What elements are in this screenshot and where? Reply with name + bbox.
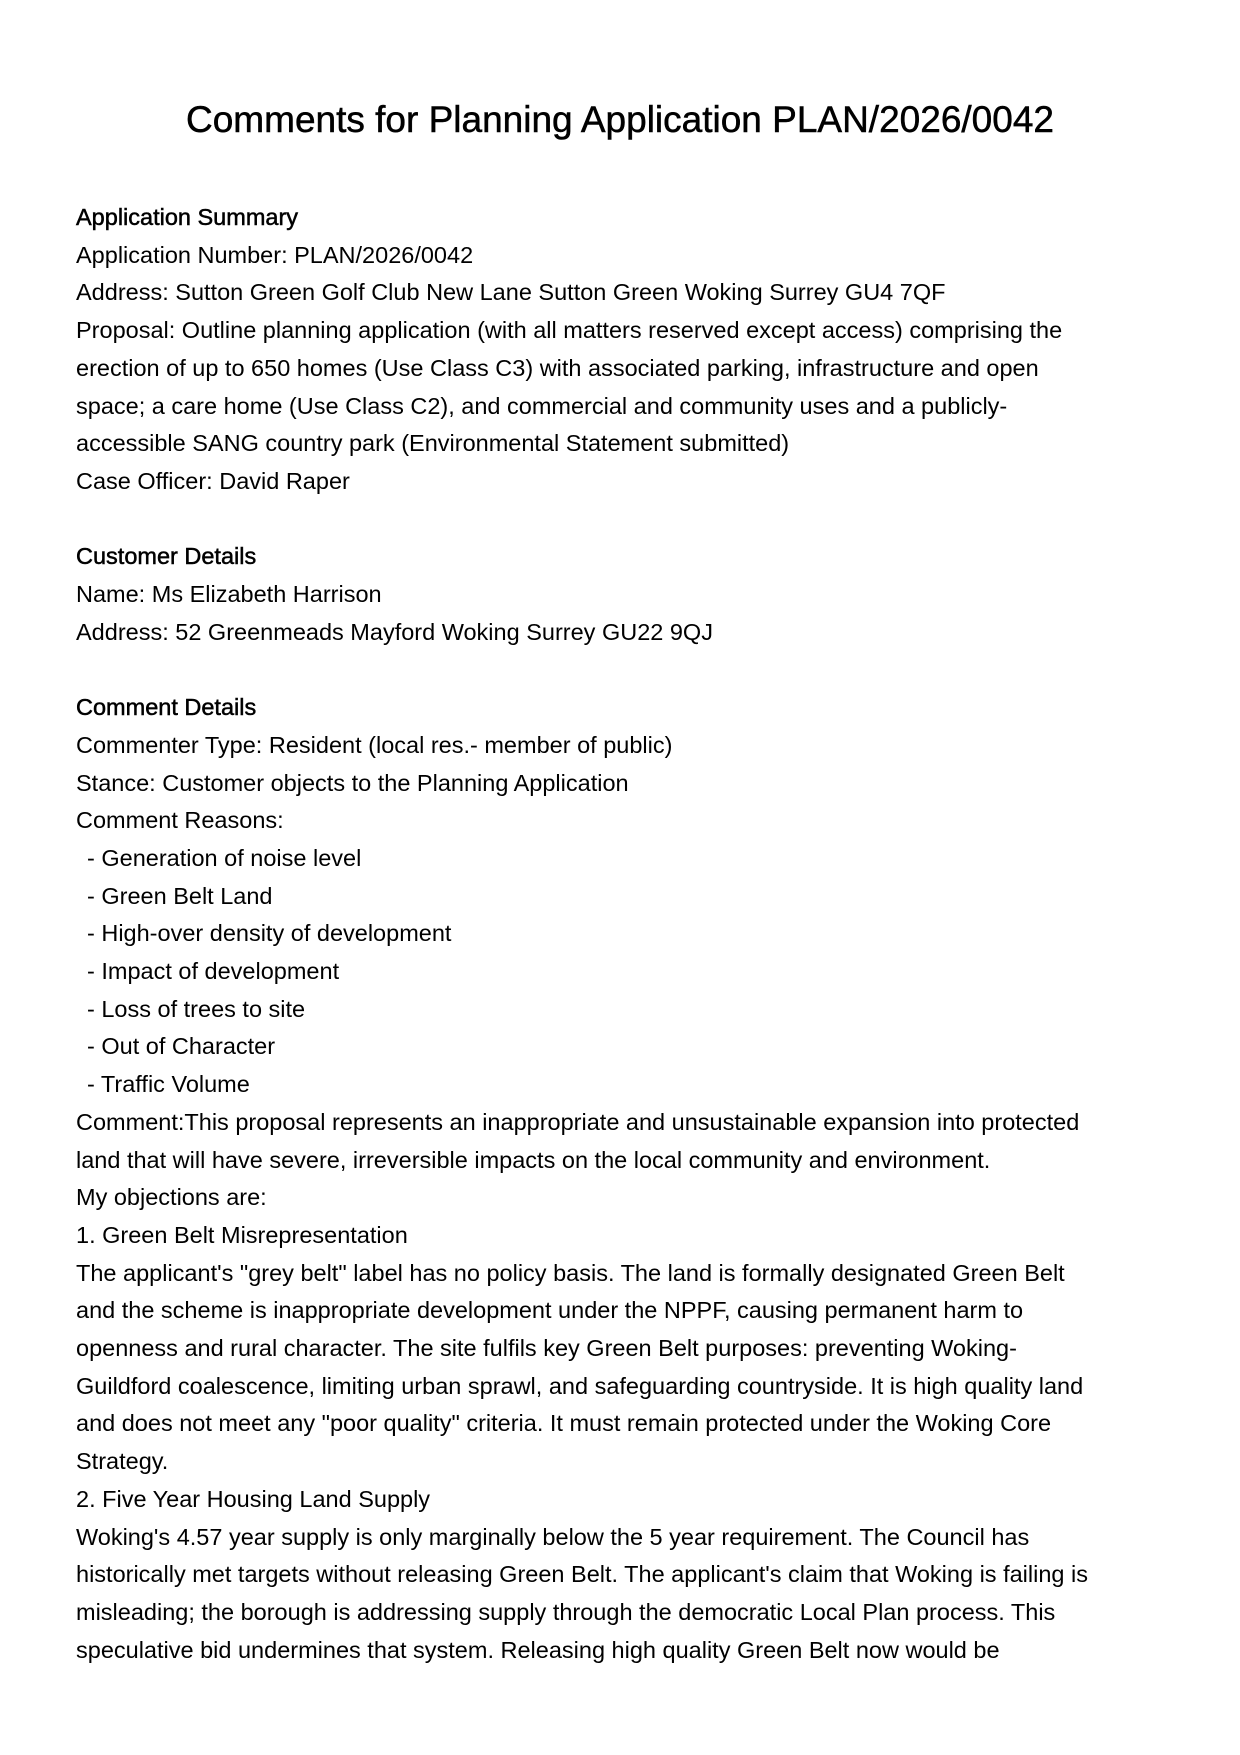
case-officer: Case Officer: David Raper bbox=[76, 467, 350, 494]
application-summary-section bbox=[76, 199, 1176, 501]
comment-text-line: and the scheme is inappropriate development under the NPPF, causing permanent harm to bbox=[76, 1297, 1024, 1324]
comment-reason-item: - Generation of noise level bbox=[87, 844, 362, 871]
objection-heading-housing-supply: 2. Five Year Housing Land Supply bbox=[76, 1485, 431, 1512]
comment-text-line: land that will have severe, irreversible impacts on the local community and environment. bbox=[76, 1146, 991, 1173]
customer-details-section bbox=[76, 538, 1176, 651]
comment-text-line: Comment:This proposal represents an inappropriate and unsustainable expansion into protected bbox=[76, 1108, 1080, 1135]
comment-reason-item: - High-over density of development bbox=[87, 920, 452, 947]
application-address: Address: Sutton Green Golf Club New Lane Sutton Green Woking Surrey GU4 7QF bbox=[76, 279, 946, 306]
comment-details-heading: Comment Details bbox=[76, 694, 257, 721]
section-spacer bbox=[76, 501, 1176, 539]
customer-name: Name: Ms Elizabeth Harrison bbox=[76, 581, 382, 608]
comment-reason-item: - Impact of development bbox=[87, 958, 340, 985]
comment-text-line: historically met targets without releasing Green Belt. The applicant's claim that Woking is failing is bbox=[76, 1561, 1088, 1588]
comment-text-line: misleading; the borough is addressing supply through the democratic Local Plan process. This bbox=[76, 1598, 1056, 1625]
comment-details-section bbox=[76, 689, 1176, 1669]
comment-text-line: openness and rural character. The site fulfils key Green Belt purposes: preventing Woking- bbox=[76, 1335, 1017, 1362]
proposal-line: erection of up to 650 homes (Use Class C3) with associated parking, infrastructure and open bbox=[76, 354, 1039, 381]
comment-text-line: Guildford coalescence, limiting urban sprawl, and safeguarding countryside. It is high quality land bbox=[76, 1372, 1084, 1399]
comment-text-line: My objections are: bbox=[76, 1184, 267, 1211]
comment-reason-item: - Loss of trees to site bbox=[87, 995, 306, 1022]
stance: Stance: Customer objects to the Planning Application bbox=[76, 769, 629, 796]
section-spacer bbox=[76, 651, 1176, 689]
proposal-line: Proposal: Outline planning application (with all matters reserved except access) comprising the bbox=[76, 317, 1063, 344]
comment-reasons-list bbox=[76, 840, 1176, 1104]
comment-text-line: and does not meet any "poor quality" criteria. It must remain protected under the Woking Core bbox=[76, 1410, 1052, 1437]
comment-reason-item: - Out of Character bbox=[87, 1033, 276, 1060]
customer-address: Address: 52 Greenmeads Mayford Woking Surrey GU22 9QJ bbox=[76, 618, 713, 645]
comment-reason-item: - Green Belt Land bbox=[87, 882, 273, 909]
application-summary-heading: Application Summary bbox=[76, 204, 299, 230]
document-body bbox=[76, 199, 1176, 1669]
comment-text-line: speculative bid undermines that system. Releasing high quality Green Belt now would be bbox=[76, 1636, 1000, 1663]
comment-text bbox=[76, 1104, 1176, 1670]
comment-text-line: The applicant's "grey belt" label has no policy basis. The land is formally designated Green Belt bbox=[76, 1259, 1065, 1286]
objection-heading-green-belt: 1. Green Belt Misrepresentation bbox=[76, 1221, 408, 1248]
customer-details-heading: Customer Details bbox=[76, 543, 257, 570]
page-title: Comments for Planning Application PLAN/2026/0042 bbox=[186, 99, 1054, 140]
commenter-type: Commenter Type: Resident (local res.- member of public) bbox=[76, 731, 673, 758]
comment-reasons-label: Comment Reasons: bbox=[76, 807, 284, 834]
comment-text-line: Woking's 4.57 year supply is only marginally below the 5 year requirement. The Council has bbox=[76, 1523, 1030, 1550]
proposal-line: accessible SANG country park (Environmental Statement submitted) bbox=[76, 430, 790, 457]
application-number: Application Number: PLAN/2026/0042 bbox=[76, 241, 474, 268]
proposal-line: space; a care home (Use Class C2), and commercial and community uses and a publicly- bbox=[76, 392, 1008, 419]
comment-reason-item: - Traffic Volume bbox=[87, 1071, 250, 1098]
comment-text-line: Strategy. bbox=[76, 1448, 169, 1475]
